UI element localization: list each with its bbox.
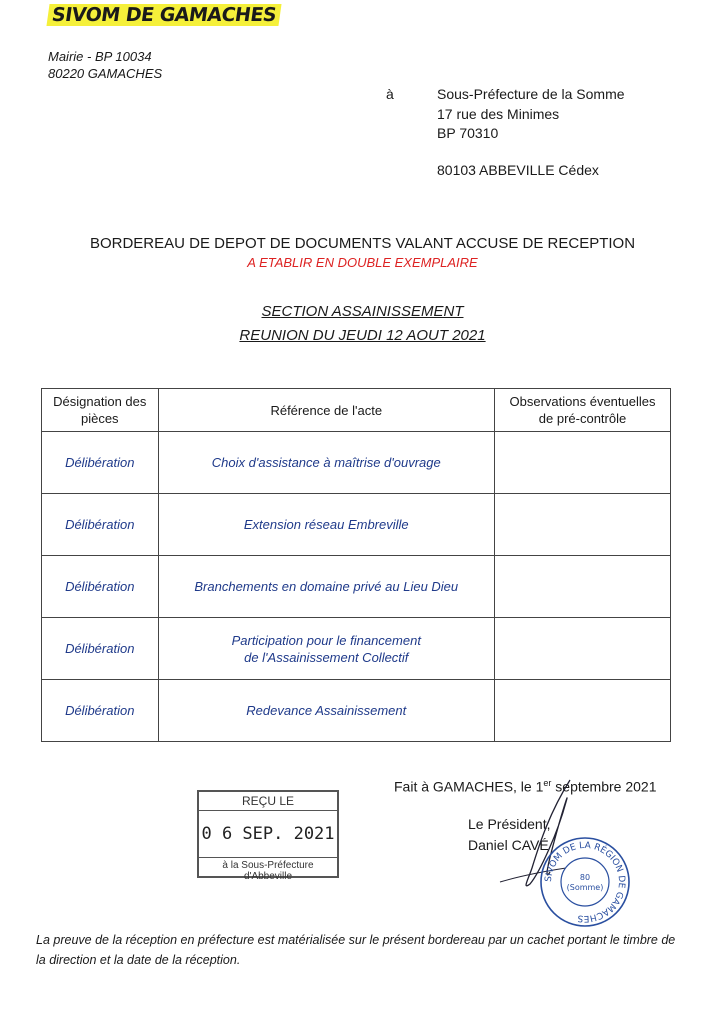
row-reference: Branchements en domaine privé au Lieu Dieu [158, 556, 495, 618]
header-reference: Référence de l'acte [158, 389, 495, 432]
footer-note: La preuve de la réception en préfecture est matérialisée sur le présent bordereau par un cachet portant le timbre de la direction et la date de la réception. [36, 933, 676, 967]
document-title: BORDEREAU DE DEPOT DE DOCUMENTS VALANT ACCUSE DE RECEPTION [89, 235, 636, 252]
row-reference: Redevance Assainissement [158, 680, 495, 742]
row-reference: Participation pour le financement de l'Assainissement Collectif [158, 618, 495, 680]
documents-table [41, 388, 671, 742]
row-type: Délibération [42, 618, 159, 680]
row-type: Délibération [42, 432, 159, 494]
sender-line-2: 80220 GAMACHES [48, 66, 163, 81]
row-observation [495, 432, 671, 494]
table-row [42, 556, 671, 618]
table-row [42, 494, 671, 556]
recipient-prefix: à [386, 86, 394, 102]
row-observation [495, 556, 671, 618]
row-observation [495, 618, 671, 680]
meeting-date: REUNION DU JEUDI 12 AOUT 2021 [239, 327, 486, 344]
stamp-office: à la Sous-Préfecture d'Abbeville [199, 857, 337, 882]
row-observation [495, 680, 671, 742]
header-observations: Observations éventuelles de pré-contrôle [495, 389, 671, 432]
row-type: Délibération [42, 556, 159, 618]
sender-line-1: Mairie - BP 10034 [48, 49, 152, 64]
row-observation [495, 494, 671, 556]
stamp-date: 0 6 SEP. 2021 [201, 824, 335, 844]
table-row [42, 680, 671, 742]
recipient-line-1: Sous-Préfecture de la Somme [437, 86, 625, 102]
signatory-name: Daniel CAVÉ [468, 837, 549, 853]
row-type: Délibération [42, 680, 159, 742]
stamp-received-label: REÇU LE [199, 794, 337, 811]
recipient-address [437, 85, 625, 144]
seal-ring-text: SIVOM DE LA RÉGION DE GAMACHES [543, 840, 627, 924]
table-header-row [42, 389, 671, 432]
table-row [42, 432, 671, 494]
seal-department-name: (Somme) [566, 883, 604, 892]
organization-logo: SIVOM DE GAMACHES [46, 4, 281, 26]
recipient-line-3: BP 70310 [437, 125, 499, 141]
document-subtitle: A ETABLIR EN DOUBLE EXEMPLAIRE [247, 255, 478, 270]
section-heading [0, 300, 725, 348]
seal-department-number: 80 [579, 873, 591, 882]
recipient-city: 80103 ABBEVILLE Cédex [437, 162, 599, 178]
place-and-date: Fait à GAMACHES, le 1er septembre 2021 [394, 778, 657, 795]
section-name: SECTION ASSAINISSEMENT [261, 303, 464, 320]
recipient-line-2: 17 rue des Minimes [437, 105, 560, 122]
table-row [42, 618, 671, 680]
reception-stamp [197, 790, 339, 882]
row-type: Délibération [42, 494, 159, 556]
signatory-title: Le Président, [468, 816, 551, 832]
official-seal [538, 836, 632, 928]
sender-address [48, 48, 162, 82]
row-reference: Extension réseau Embreville [158, 494, 495, 556]
row-reference: Choix d'assistance à maîtrise d'ouvrage [158, 432, 495, 494]
header-designation: Désignation des pièces [42, 389, 159, 432]
